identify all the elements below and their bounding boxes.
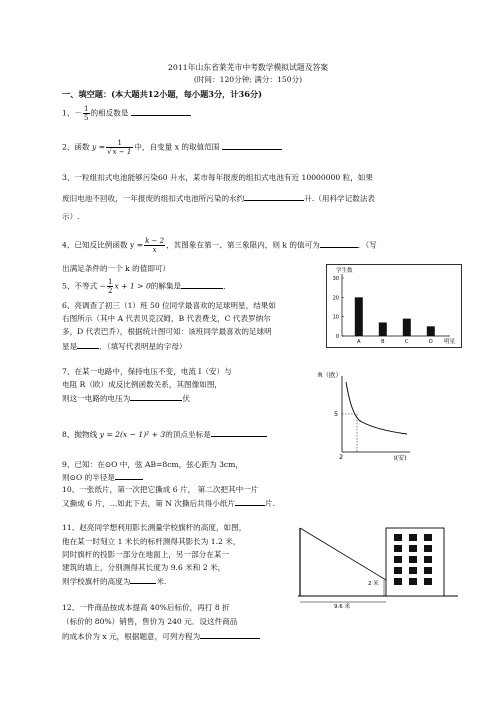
q11-answer-blank[interactable] [130,575,156,584]
q11-line4: 建筑的墙上，分别测得其长度为 9.6 米和 2 米， [62,563,226,572]
q10-answer-blank[interactable] [235,497,265,506]
q5-frac-den: 2 [107,287,113,295]
q7-line1: 7、在某一电路中，保持电压不变，电流 I（安）与 [62,367,232,376]
graph-xtick: 2 [339,453,344,461]
q4-fraction [144,237,165,254]
building-window [394,545,402,552]
q5-expr: x + 1 > 0 [114,281,151,291]
q1-fraction [83,105,89,122]
graph-ytick: 5 [334,410,339,418]
q12-line3a: 的成本价为 x 元，根据题意，可列方程为 [62,632,201,641]
building-window [394,567,402,574]
building-window [424,578,432,585]
q1-frac-num: 1 [84,105,89,113]
q10-line2a: 又撕成 6 片，…如此下去，第 N 次撕后共得小纸片 [62,499,236,508]
q10-line2b: 片. [265,499,276,508]
chart-xtick: B [381,339,385,345]
chart-xtick: D [428,339,433,345]
q5-pre: 5、不等式 − [62,281,106,291]
q9-line2a: 则⊙O 的半径是 [62,473,115,482]
q9-line1: 9、已知：在⊙O 中，弦 AB=8cm，弦心距为 3cm， [62,460,243,469]
q11-line3: 同时旗杆的投影一部分在地面上，另一部分在某一 [62,550,230,559]
chart-ytick: 10 [332,314,339,321]
q5-frac-num: 1 [107,278,113,286]
chart-bar [427,326,435,336]
page-title: 2011年山东省莱芜市中考数学模拟试题及答案 [167,63,329,72]
q4-frac-den: x [152,246,157,254]
q4-post: ，其图象在第一、第三象限内，则 k 的值可为 [166,240,320,250]
building-window [409,534,417,541]
q5-tail: ． [223,281,231,291]
q11-line5 [62,575,166,587]
q4-pre: 4、已知反比例函数 y = [62,240,144,250]
q2-sqrt-body: x − 1 [112,148,132,156]
q7-inverse-graph [312,366,412,462]
chart-ytick: 30 [332,276,339,282]
q5-post: 的解集是 [150,281,182,291]
q5-answer-blank[interactable] [181,280,223,289]
chart-xlabel: 明星 [444,339,456,345]
q7-line3b: 伏 [182,394,190,403]
q8-expr: y = 2(x − 1)² + 3 [99,430,166,439]
q2-text: 中，自变量 x 的取值范围 [134,142,220,152]
question-1 [62,105,191,122]
q6-bar-chart [326,264,462,348]
q3-line1: 3、一粒组扣式电池能够污染60 升水，某市每年报废的组扣式电池有近 10000000 粒，如果 [62,173,373,182]
q4-tail: ．（写 [357,240,377,250]
q9-answer-blank[interactable] [115,471,143,480]
question-5 [62,278,231,295]
building-window [409,567,417,574]
q2-answer-blank[interactable] [222,141,282,150]
q1-text: 的相反数是 [90,108,129,118]
q7-line3a: 则这一电路的电压为 [62,394,131,403]
q8-pre: 8、抛物线 [62,430,98,439]
wall-label: 2 米 [368,581,379,587]
q7-line3 [62,392,190,404]
graph-curve [346,382,407,434]
q4-answer-blank[interactable] [320,239,358,248]
chart-ytick: 0 [335,334,339,340]
section-heading [62,89,262,100]
q1-number: 1、 [62,108,75,118]
q4-line2: 出满足条件的一个 k 的值即可） [62,264,171,273]
q11-line2: 他在某一时刻立 1 米长的标杆测得其影长为 1.2 米， [62,537,241,546]
q6-line4a: 星是 [62,342,78,351]
q12-line2: （标价的 80%）销售，售价为 240 元．设这件商品 [62,617,238,626]
building-window [409,545,417,552]
building-window [424,545,432,552]
chart-bar [403,319,411,336]
building-window [394,578,402,585]
q3-line2 [62,192,375,204]
q1-frac-den: 5 [84,114,89,122]
q6-line4b: ．（填写代表明星的字母） [99,342,187,351]
q6-answer-blank[interactable] [77,340,99,349]
question-4 [62,237,377,254]
chart-ytick: 20 [332,295,339,302]
chart-ylabel: 学生数 [336,268,353,274]
question-2 [62,139,282,156]
q8-answer-blank[interactable] [211,428,267,437]
q11-flagpole-figure [298,522,460,610]
ground-label: 9.6 米 [334,604,350,610]
question-8 [62,428,267,440]
q3-answer-blank[interactable] [244,192,304,201]
q12-answer-blank[interactable] [200,630,260,639]
q3-line2a: 废旧电池不回收，一年报废的组扣式电池所污染的水约 [62,194,245,203]
graph-ylabel: R（欧） [318,371,343,379]
q2-fraction [106,139,133,156]
q3-line3: 示）. [62,212,80,221]
building-window [409,578,417,585]
section-title: 一、填空题： [62,89,112,99]
exam-meta: (时间：120分钟; 满分：150分) [193,75,303,84]
q2-frac-num: 1 [106,139,133,148]
q3-line2b: 升.（用科学记数法表 [304,194,376,203]
q1-answer-blank[interactable] [131,107,191,116]
q5-fraction [107,278,113,295]
q7-line2: 电阻 R（欧）成反比例函数关系，其图像如图， [62,380,223,389]
q11-line5a: 则学校旗杆的高度为 [62,577,131,586]
sun-ray [300,528,386,580]
q2-prefix: 2、函数 [62,142,90,152]
building-window [409,556,417,563]
q12-line1: 12、一件商品按成本提高 40%后标价，再打 8 折 [62,603,230,612]
q10-line2 [62,497,275,509]
q8-post: 的顶点坐标是 [165,430,211,439]
q7-answer-blank[interactable] [130,392,182,401]
q6-line2: 右图所示（其中 A 代表贝克汉姆，B 代表费戈，C 代表罗纳尔 [62,314,271,323]
q4-frac-num: k − 2 [145,237,165,245]
q10-line1: 10、一张纸片，第一次把它撕成 6 片， 第二次把其中一片 [62,485,259,494]
q1-sign: － [74,108,83,118]
q2-expr-y: y = [92,142,106,152]
chart-bar [355,297,363,336]
q11-line1: 11、赵亮同学想利用影长测量学校旗杆的高度，如图， [62,523,247,532]
section-note: (本大题共12小题，每小题3分，计36分) [111,89,262,99]
chart-frame [327,265,462,348]
building-window [394,534,402,541]
q11-line5b: 米. [156,577,167,586]
q9-line2 [62,471,143,483]
building-window [424,556,432,563]
q6-line4 [62,340,187,352]
chart-bar [379,322,387,336]
q2-frac-den: √x − 1 [107,148,132,156]
q6-line3: 多，D 代表巴乔），根据统计图可知：该班同学最喜欢的足球明 [62,327,272,336]
q12-line3 [62,630,260,642]
q6-line1: 6、亮调查了初三（1）班 50 位同学最喜欢的足球明星，结果如 [62,301,276,310]
graph-xlabel: I(安) [394,455,407,462]
building-window [424,534,432,541]
building-window [424,567,432,574]
chart-xtick: A [357,339,361,345]
chart-xtick: C [405,339,409,345]
building-window [394,556,402,563]
